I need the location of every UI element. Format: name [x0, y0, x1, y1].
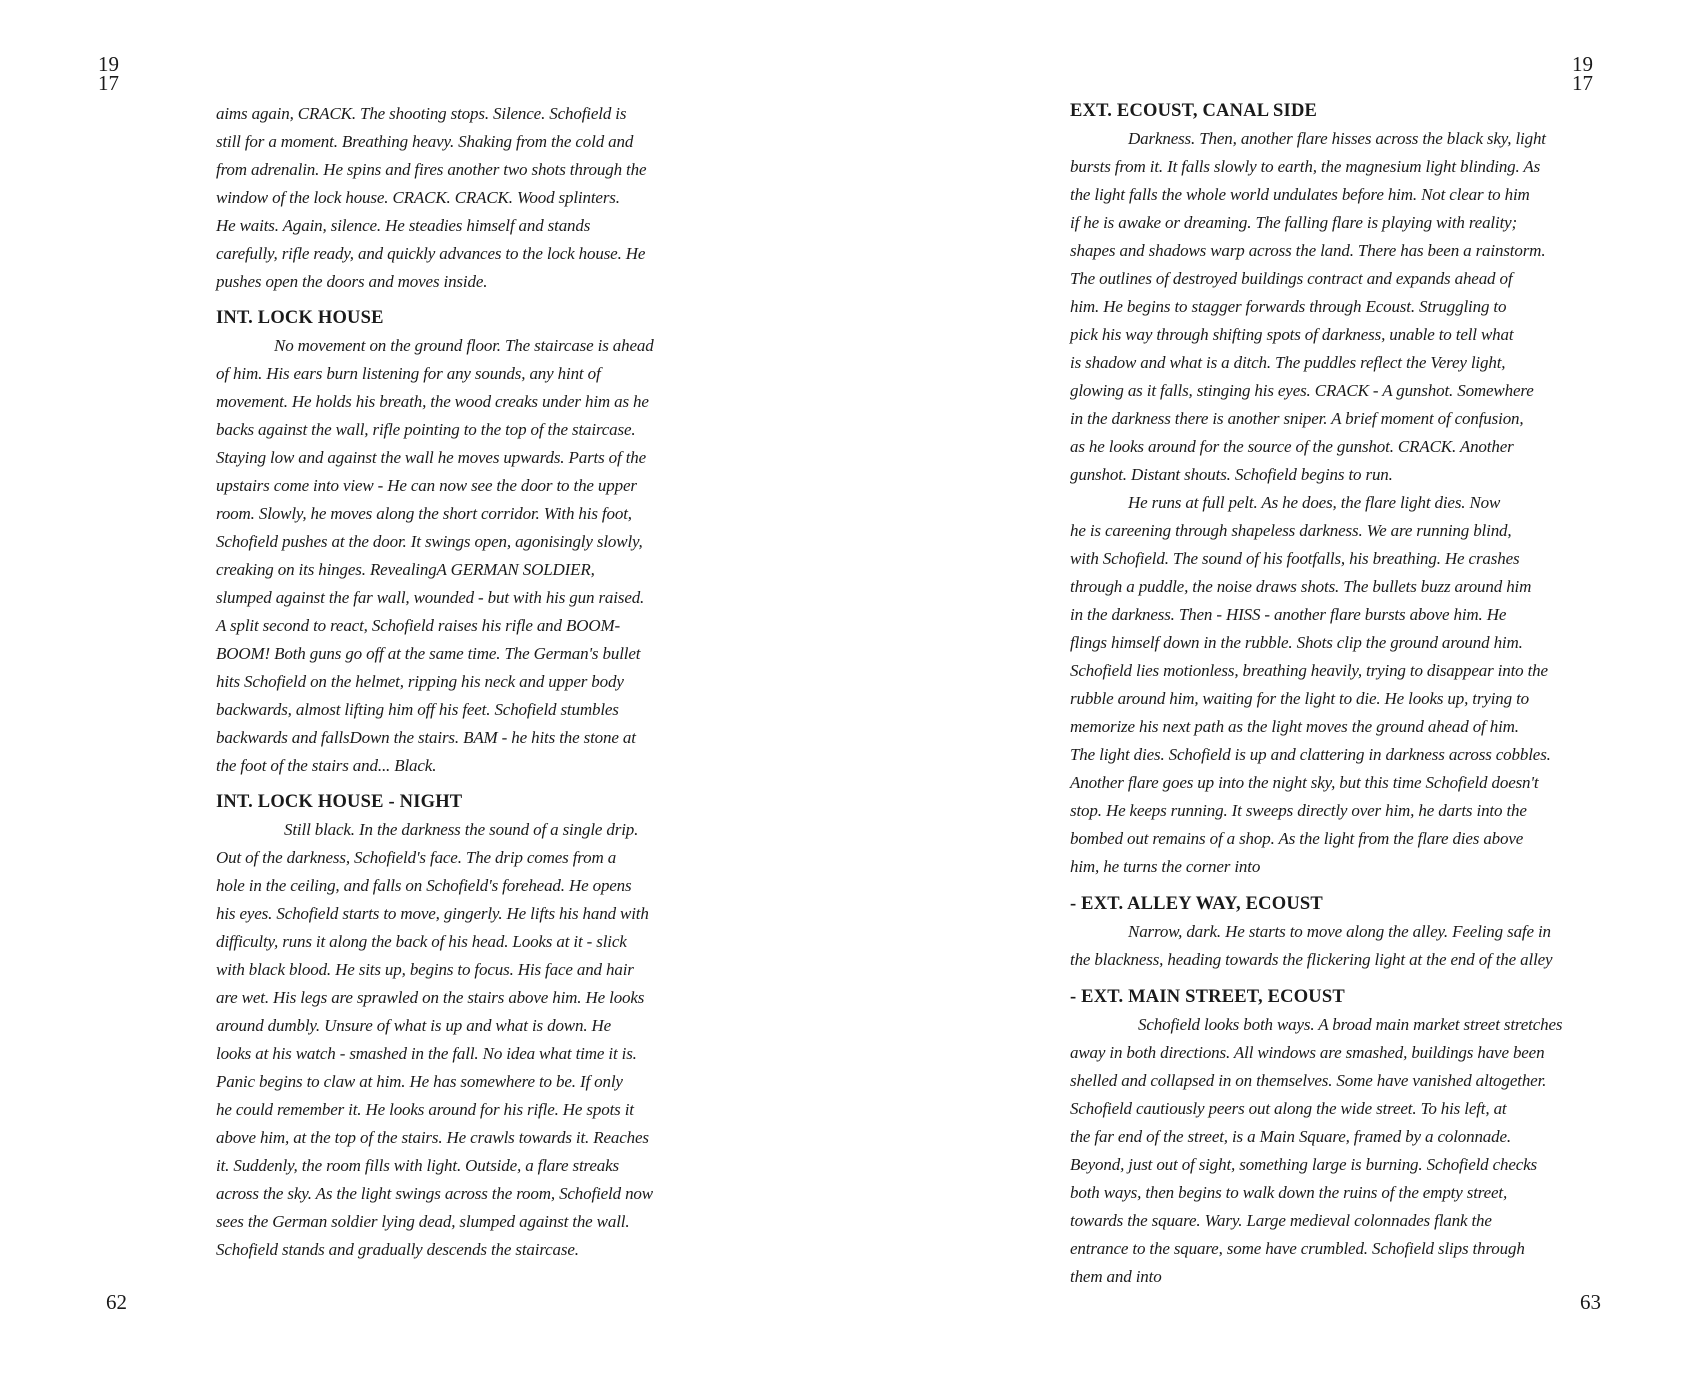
- text-line: towards the square. Wary. Large medieval colonnades flank the: [1070, 1211, 1492, 1230]
- text-line: pushes open the doors and moves inside.: [216, 272, 488, 291]
- text-line: Schofield stands and gradually descends the staircase.: [216, 1240, 579, 1259]
- text-line: gunshot. Distant shouts. Schofield begins to run.: [1070, 465, 1393, 484]
- text-line: Schofield pushes at the door. It swings open, agonisingly slowly,: [216, 532, 643, 551]
- text-line: Out of the darkness, Schofield's face. The drip comes from a: [216, 848, 617, 867]
- text-line: The outlines of destroyed buildings contract and expands ahead of: [1070, 269, 1513, 288]
- text-line: slumped against the far wall, wounded - but with his gun raised.: [216, 588, 645, 607]
- text-line: him. He begins to stagger forwards through Ecoust. Struggling to: [1070, 297, 1507, 316]
- intro-paragraph: [216, 100, 714, 296]
- scene-paragraph: [216, 332, 714, 780]
- left-page-corner-mark: [98, 52, 119, 95]
- corner-top-digits: 19: [1572, 52, 1593, 76]
- text-line: his eyes. Schofield starts to move, gingerly. He lifts his hand with: [216, 904, 649, 923]
- text-line: away in both directions. All windows are smashed, buildings have been: [1070, 1043, 1545, 1062]
- text-line: BOOM! Both guns go off at the same time. The German's bullet: [216, 644, 641, 663]
- text-line: through a puddle, the noise draws shots. The bullets buzz around him: [1070, 577, 1532, 596]
- right-page-text-column: [1070, 97, 1610, 1291]
- text-line: Panic begins to claw at him. He has somewhere to be. If only: [216, 1072, 623, 1091]
- text-line: Schofield lies motionless, breathing heavily, trying to disappear into the: [1070, 661, 1548, 680]
- text-line: entrance to the square, some have crumbled. Schofield slips through: [1070, 1239, 1525, 1258]
- text-line: across the sky. As the light swings across the room, Schofield now: [216, 1184, 653, 1203]
- page-number: 63: [1580, 1290, 1601, 1314]
- text-line: movement. He holds his breath, the wood creaks under him as he: [216, 392, 649, 411]
- text-line: shelled and collapsed in on themselves. Some have vanished altogether.: [1070, 1071, 1547, 1090]
- scene-heading: INT. LOCK HOUSE - NIGHT: [216, 792, 463, 812]
- text-line: aims again, CRACK. The shooting stops. Silence. Schofield is: [216, 104, 627, 123]
- page-number: 62: [106, 1290, 127, 1314]
- text-line: the light falls the whole world undulates before him. Not clear to him: [1070, 185, 1530, 204]
- scene-heading: - EXT. ALLEY WAY, ECOUST: [1070, 894, 1323, 914]
- corner-bottom-digits: 17: [98, 71, 119, 95]
- text-line: as he looks around for the source of the gunshot. CRACK. Another: [1070, 437, 1514, 456]
- text-line: difficulty, runs it along the back of his head. Looks at it - slick: [216, 932, 627, 951]
- scene-paragraph: [1070, 1011, 1610, 1291]
- text-line: is shadow and what is a ditch. The puddles reflect the Verey light,: [1070, 353, 1506, 372]
- text-line: he is careening through shapeless darkness. We are running blind,: [1070, 521, 1512, 540]
- text-line: it. Suddenly, the room fills with light. Outside, a flare streaks: [216, 1156, 619, 1175]
- text-line: No movement on the ground floor. The staircase is ahead: [274, 336, 654, 355]
- text-line: glowing as it falls, stinging his eyes. CRACK - A gunshot. Somewhere: [1070, 381, 1534, 400]
- text-line: looks at his watch - smashed in the fall. No idea what time it is.: [216, 1044, 637, 1063]
- scene-paragraph: [1070, 125, 1610, 881]
- text-line: of him. His ears burn listening for any sounds, any hint of: [216, 364, 601, 383]
- text-line: he could remember it. He looks around for his rifle. He spots it: [216, 1100, 634, 1119]
- text-line: with Schofield. The sound of his footfalls, his breathing. He crashes: [1070, 549, 1520, 568]
- text-line: flings himself down in the rubble. Shots clip the ground around him.: [1070, 633, 1523, 652]
- text-line: backwards and fallsDown the stairs. BAM - he hits the stone at: [216, 728, 636, 747]
- text-line: sees the German soldier lying dead, slumped against the wall.: [216, 1212, 630, 1231]
- text-line: still for a moment. Breathing heavy. Shaking from the cold and: [216, 132, 634, 151]
- text-line: him, he turns the corner into: [1070, 857, 1261, 876]
- text-line: hits Schofield on the helmet, ripping his neck and upper body: [216, 672, 624, 691]
- text-line: if he is awake or dreaming. The falling flare is playing with reality;: [1070, 213, 1518, 232]
- scene-heading: EXT. ECOUST, CANAL SIDE: [1070, 101, 1318, 121]
- text-line: rubble around him, waiting for the light to die. He looks up, trying to: [1070, 689, 1530, 708]
- text-line: room. Slowly, he moves along the short corridor. With his foot,: [216, 504, 632, 523]
- scene-heading: INT. LOCK HOUSE: [216, 308, 384, 328]
- scene-paragraph: [1070, 918, 1610, 974]
- text-line: memorize his next path as the light moves the ground ahead of him.: [1070, 717, 1519, 736]
- text-line: Schofield looks both ways. A broad main market street stretches: [1138, 1015, 1563, 1034]
- text-line: the far end of the street, is a Main Square, framed by a colonnade.: [1070, 1127, 1512, 1146]
- text-line: carefully, rifle ready, and quickly advances to the lock house. He: [216, 244, 646, 263]
- text-line: above him, at the top of the stairs. He crawls towards it. Reaches: [216, 1128, 649, 1147]
- text-line: are wet. His legs are sprawled on the stairs above him. He looks: [216, 988, 645, 1007]
- text-line: shapes and shadows warp across the land. There has been a rainstorm.: [1070, 241, 1546, 260]
- text-line: Staying low and against the wall he moves upwards. Parts of the: [216, 448, 647, 467]
- text-line: Beyond, just out of sight, something large is burning. Schofield checks: [1070, 1155, 1538, 1174]
- text-line: stop. He keeps running. It sweeps directly over him, he darts into the: [1070, 801, 1527, 820]
- text-line: backs against the wall, rifle pointing to the top of the staircase.: [216, 420, 636, 439]
- text-line: The light dies. Schofield is up and clattering in darkness across cobbles.: [1070, 745, 1551, 764]
- text-line: in the darkness there is another sniper. A brief moment of confusion,: [1070, 409, 1524, 428]
- text-line: Schofield cautiously peers out along the wide street. To his left, at: [1070, 1099, 1507, 1118]
- text-line: both ways, then begins to walk down the ruins of the empty street,: [1070, 1183, 1508, 1202]
- text-line: Narrow, dark. He starts to move along the alley. Feeling safe in: [1128, 922, 1551, 941]
- text-line: with black blood. He sits up, begins to focus. His face and hair: [216, 960, 634, 979]
- text-line: bursts from it. It falls slowly to earth, the magnesium light blinding. As: [1070, 157, 1541, 176]
- text-line: upstairs come into view - He can now see the door to the upper: [216, 476, 637, 495]
- text-line: bombed out remains of a shop. As the light from the flare dies above: [1070, 829, 1524, 848]
- text-line: the foot of the stairs and... Black.: [216, 756, 437, 775]
- text-line: backwards, almost lifting him off his feet. Schofield stumbles: [216, 700, 619, 719]
- right-page-corner-mark: [1572, 52, 1593, 95]
- text-line: window of the lock house. CRACK. CRACK. Wood splinters.: [216, 188, 620, 207]
- text-line: Another flare goes up into the night sky, but this time Schofield doesn't: [1070, 773, 1539, 792]
- text-line: Still black. In the darkness the sound of a single drip.: [284, 820, 639, 839]
- text-line: around dumbly. Unsure of what is up and what is down. He: [216, 1016, 612, 1035]
- text-line: them and into: [1070, 1267, 1162, 1286]
- text-line: the blackness, heading towards the flickering light at the end of the alley: [1070, 950, 1553, 969]
- text-line: He runs at full pelt. As he does, the flare light dies. Now: [1128, 493, 1501, 512]
- left-page-text-column: [216, 100, 714, 1264]
- corner-bottom-digits: 17: [1572, 71, 1593, 95]
- text-line: A split second to react, Schofield raises his rifle and BOOM-: [216, 616, 620, 635]
- scene-paragraph: [216, 816, 714, 1264]
- text-line: pick his way through shifting spots of darkness, unable to tell what: [1070, 325, 1514, 344]
- text-line: hole in the ceiling, and falls on Schofield's forehead. He opens: [216, 876, 632, 895]
- corner-top-digits: 19: [98, 52, 119, 76]
- text-line: Darkness. Then, another flare hisses across the black sky, light: [1128, 129, 1546, 148]
- scene-heading: - EXT. MAIN STREET, ECOUST: [1070, 987, 1345, 1007]
- text-line: in the darkness. Then - HISS - another flare bursts above him. He: [1070, 605, 1507, 624]
- text-line: He waits. Again, silence. He steadies himself and stands: [216, 216, 591, 235]
- text-line: from adrenalin. He spins and fires another two shots through the: [216, 160, 647, 179]
- text-line: creaking on its hinges. RevealingA GERMAN SOLDIER,: [216, 560, 595, 579]
